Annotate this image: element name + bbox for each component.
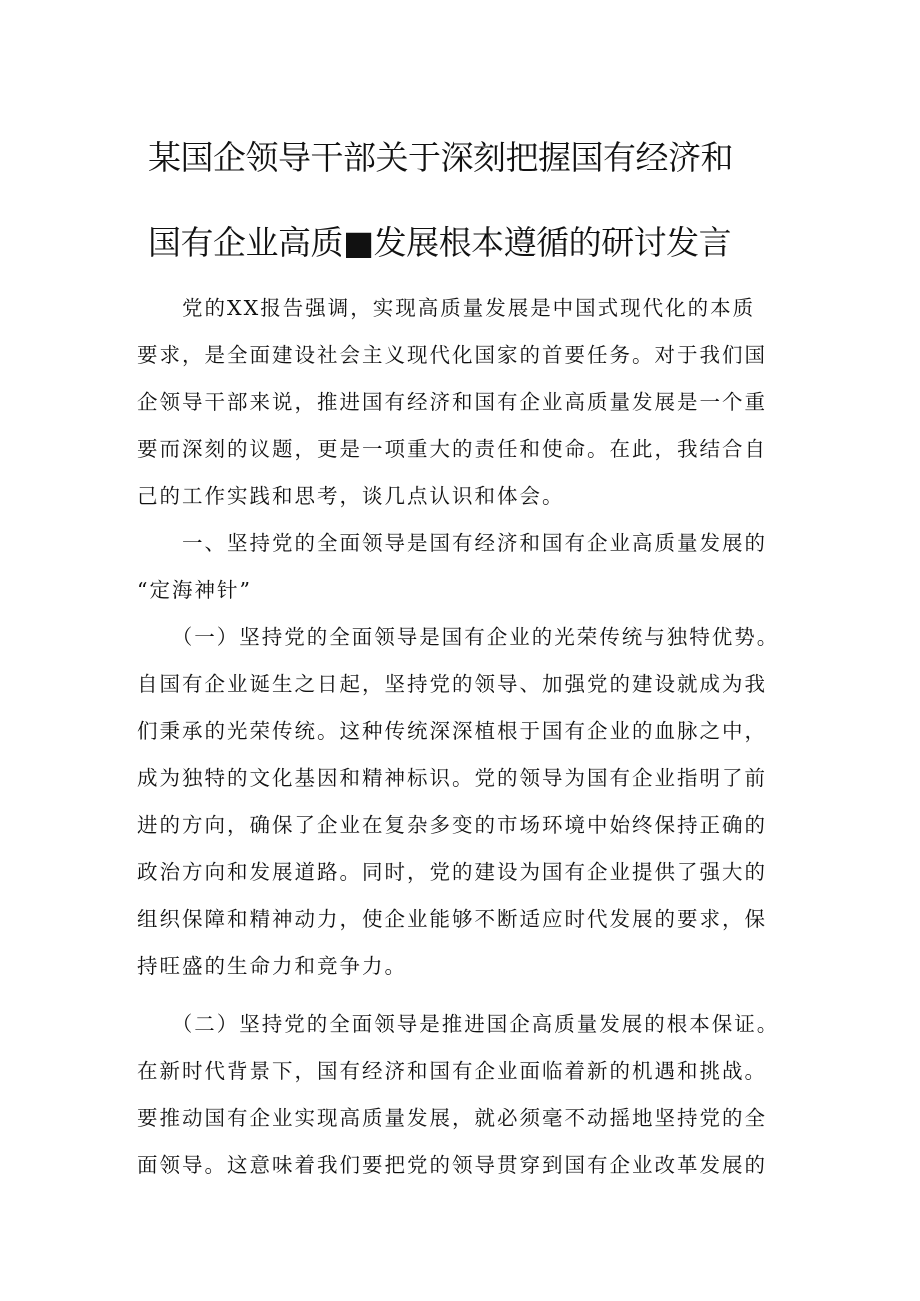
paragraph-line: （二）坚持党的全面领导是推进国企高质量发展的根本保证。 [137,1012,780,1036]
intro-paragraph [137,285,797,520]
paragraph-line: （一）坚持党的全面领导是国有企业的光荣传统与独特优势。 [137,625,780,649]
heading-line: 一、坚持党的全面领导是国有经济和国有企业高质量发展的 [137,531,767,555]
paragraph-line: 要而深刻的议题，更是一项重大的责任和使命。在此，我结合自 [137,437,767,461]
paragraph-line: 组织保障和精神动力，使企业能够不断适应时代发展的要求，保 [137,907,767,931]
paragraph-line: 己的工作实践和思考，谈几点认识和体会。 [137,484,565,508]
document-title-line-2: 国有企业高质■发展根本遵循的研讨发言 [148,223,732,262]
subsection-paragraph-1 [137,614,797,990]
paragraph-line: 自国有企业诞生之日起，坚持党的领导、加强党的建设就成为我 [137,672,767,696]
subsection-paragraph-2 [137,1001,797,1189]
paragraph-line: 要求，是全面建设社会主义现代化国家的首要任务。对于我们国 [137,343,767,367]
paragraph-line: 政治方向和发展道路。同时，党的建设为国有企业提供了强大的 [137,860,767,884]
paragraph-line: 成为独特的文化基因和精神标识。党的领导为国有企业指明了前 [137,766,767,790]
heading-line: “定海神针” [137,578,252,602]
paragraph-line: 面领导。这意味着我们要把党的领导贯穿到国有企业改革发展的 [137,1153,767,1177]
paragraph-line: 在新时代背景下，国有经济和国有企业面临着新的机遇和挑战。 [137,1059,767,1083]
paragraph-line: 持旺盛的生命力和竞争力。 [137,954,407,978]
paragraph-line: 企领导干部来说，推进国有经济和国有企业高质量发展是一个重 [137,390,767,414]
document-title-line-1: 某国企领导干部关于深刻把握国有经济和 [148,138,733,177]
paragraph-line: 要推动国有企业实现高质量发展，就必须毫不动摇地坚持党的全 [137,1106,767,1130]
paragraph-line: 党的XX报告强调，实现高质量发展是中国式现代化的本质 [137,296,756,320]
paragraph-line: 进的方向，确保了企业在复杂多变的市场环境中始终保持正确的 [137,813,767,837]
paragraph-line: 们秉承的光荣传统。这种传统深深植根于国有企业的血脉之中， [137,719,767,743]
section-heading-1 [137,520,797,614]
